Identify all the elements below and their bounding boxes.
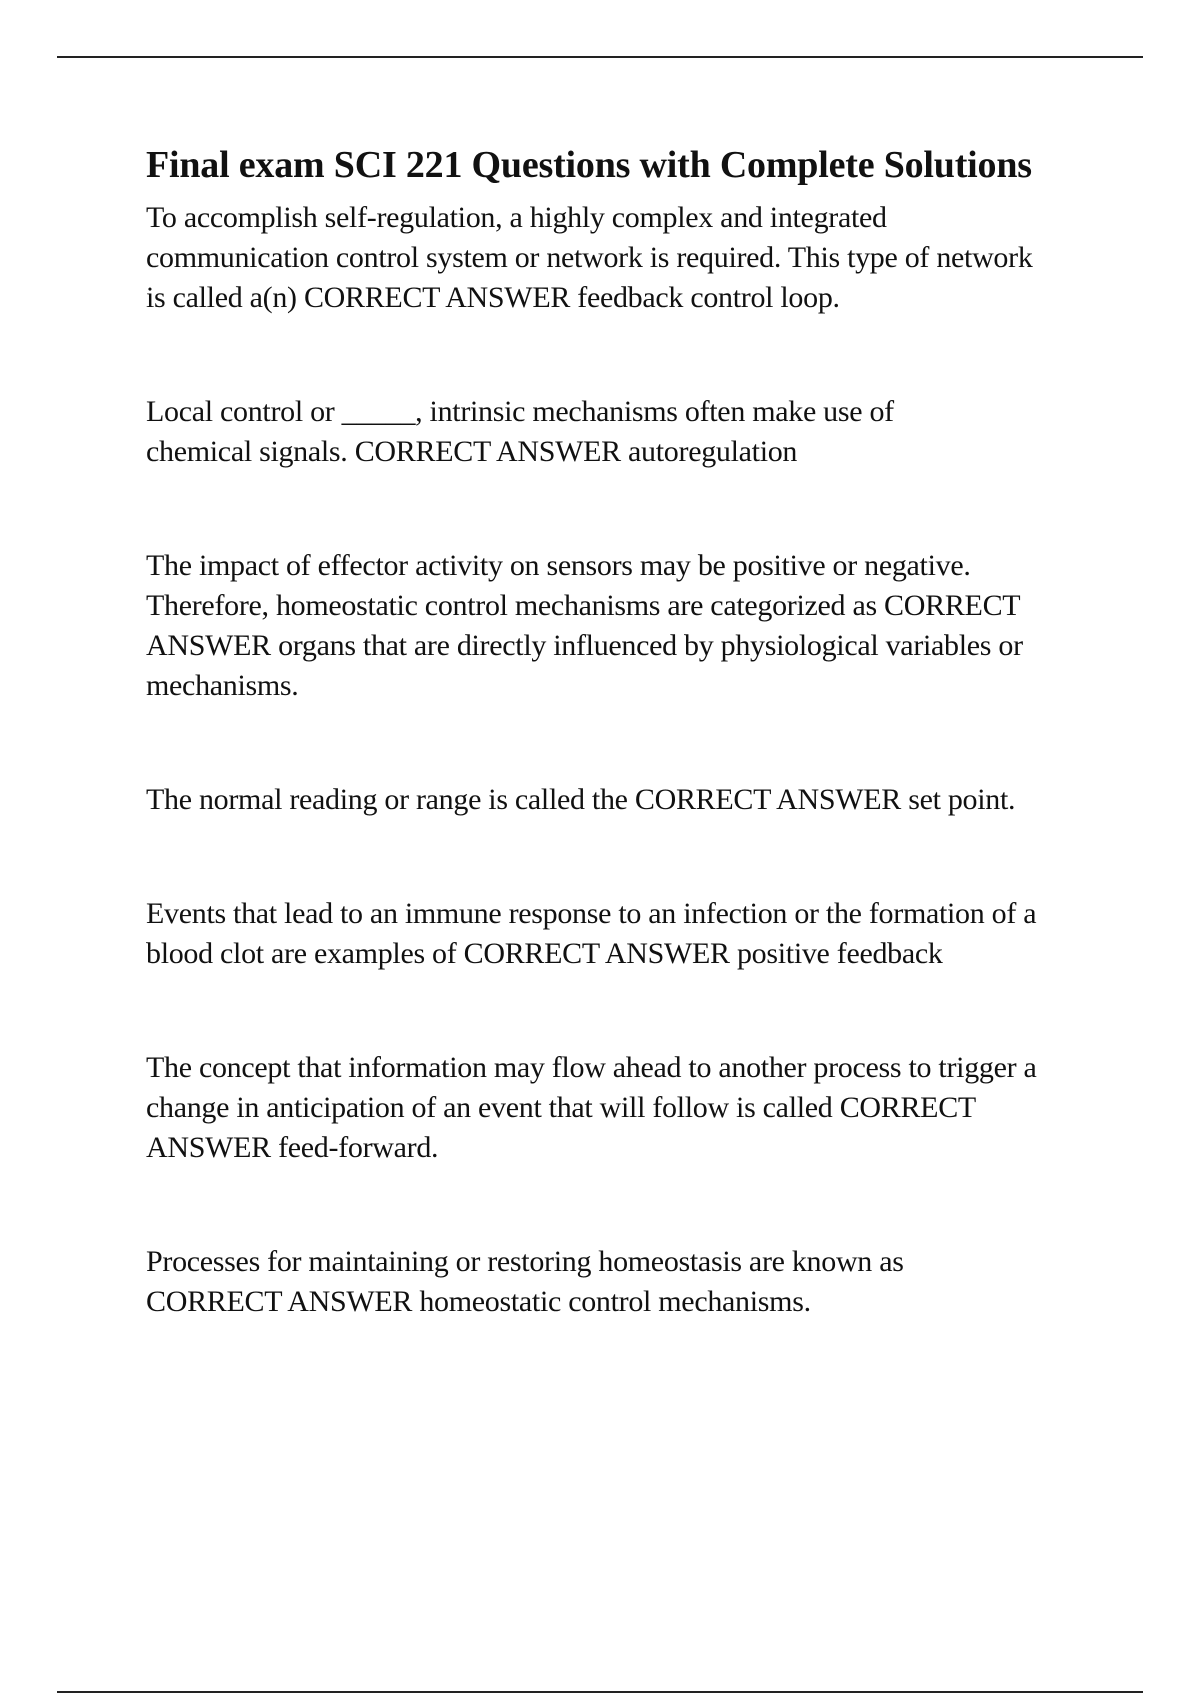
qa-item-1 [146, 198, 1036, 318]
answer-marker: CORRECT ANSWER [354, 435, 621, 468]
question-text: Events that lead to an immune response to an infection or the formation of a blood clot are examples of [146, 897, 1037, 970]
document-title: Final exam SCI 221 Questions with Complete Solutions [146, 144, 1032, 186]
question-text: Processes for maintaining or restoring homeostasis are known as [146, 1245, 904, 1278]
top-rule [57, 56, 1143, 58]
answer-marker: CORRECT ANSWER [634, 783, 901, 816]
answer-marker: CORRECT ANSWER [303, 281, 571, 314]
qa-item-3 [146, 546, 1076, 706]
qa-item-5 [146, 894, 1106, 974]
answer-text: feedback control loop. [577, 281, 840, 314]
question-text: The concept that information may flow ahead to another process to trigger a change in anticipation of an event that will follow is called [146, 1051, 1037, 1124]
document-body [146, 140, 1106, 1322]
question-text: The normal reading or range is called the [146, 783, 628, 816]
bottom-rule [57, 1691, 1143, 1693]
answer-marker: CORRECT ANSWER [146, 589, 1020, 662]
answer-text: positive feedback [736, 937, 943, 970]
answer-marker: CORRECT ANSWER [146, 1285, 413, 1318]
question-text: The impact of effector activity on sensors may be positive or negative. Therefore, homeostatic control mechanisms are categorized as [146, 549, 971, 622]
answer-text: organs that are directly influenced by physiological variables or mechanisms. [146, 629, 1023, 702]
qa-item-4 [146, 780, 1066, 820]
question-text: To accomplish self-regulation, a highly complex and integrated communication control system or network is required. This type of network is called a(n) [146, 201, 1033, 314]
qa-item-7 [146, 1242, 1026, 1322]
question-text: Local control or _____, intrinsic mechanisms often make use of chemical signals. [146, 395, 894, 468]
answer-text: set point. [908, 783, 1016, 816]
qa-item-6 [146, 1048, 1066, 1168]
answer-text: autoregulation [628, 435, 798, 468]
qa-item-2 [146, 392, 986, 472]
answer-marker: CORRECT ANSWER [146, 1091, 976, 1164]
answer-text: feed-forward. [278, 1131, 439, 1164]
answer-marker: CORRECT ANSWER [463, 937, 730, 970]
answer-text: homeostatic control mechanisms. [419, 1285, 811, 1318]
